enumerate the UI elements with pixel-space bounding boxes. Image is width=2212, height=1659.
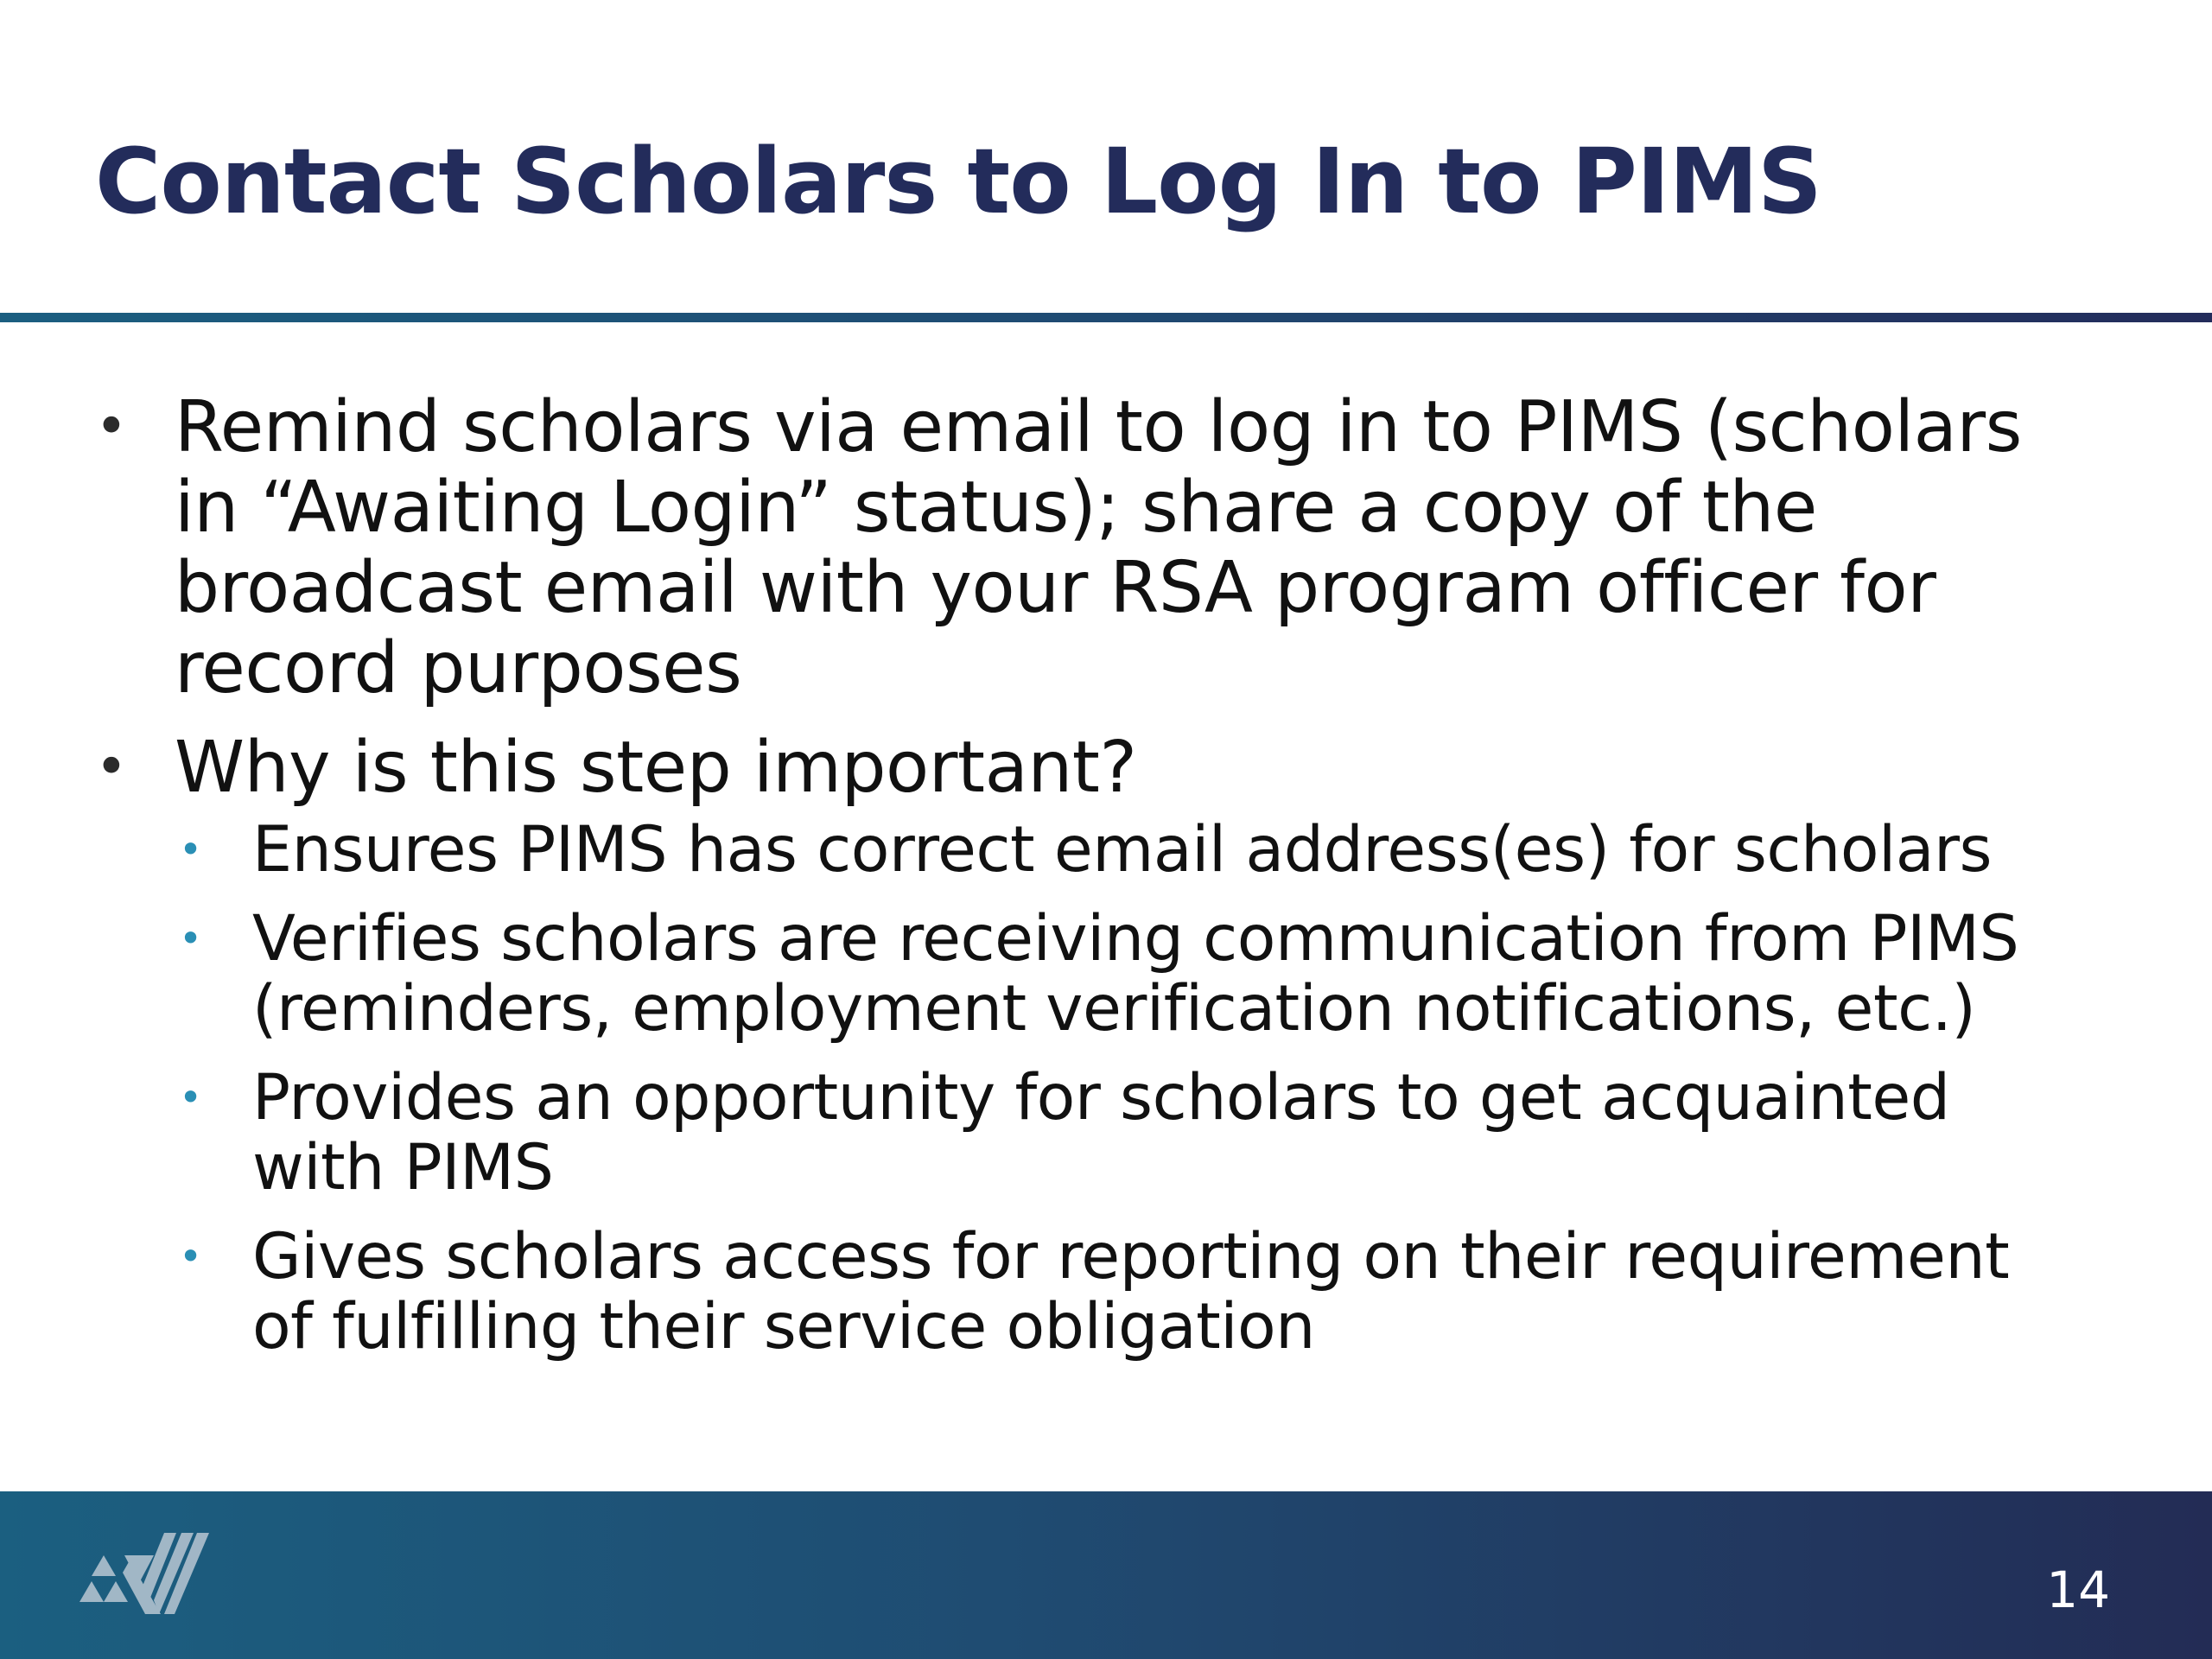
bullet-text: Why is this step important? bbox=[175, 727, 1137, 809]
title-divider bbox=[0, 313, 2212, 322]
sub-bullet-icon: • bbox=[179, 1233, 202, 1280]
slide-title: Contact Scholars to Log In to PIMS bbox=[95, 129, 1821, 234]
sub-bullet-text: Provides an opportunity for scholars to get acquainted with PIMS bbox=[252, 1061, 1950, 1205]
page-number: 14 bbox=[2046, 1560, 2110, 1619]
sub-bullet-icon: • bbox=[179, 826, 202, 873]
bullet-text: Remind scholars via email to log in to PIMS (scholars in “Awaiting Login” status); share a copy of the broadcast email with your RSA program officer for record purposes bbox=[175, 386, 2022, 709]
organization-logo-icon bbox=[74, 1531, 221, 1614]
sub-bullet-item bbox=[175, 815, 2082, 885]
bullet-icon: • bbox=[95, 395, 128, 459]
bullet-icon: • bbox=[95, 735, 128, 799]
sub-bullet-text: Ensures PIMS has correct email address(es) for scholars bbox=[252, 813, 1993, 887]
bullet-item bbox=[95, 728, 2082, 1362]
bullet-item bbox=[95, 387, 2082, 709]
bullet-list bbox=[95, 387, 2082, 1362]
sub-bullet-text: Gives scholars access for reporting on their requirement of fulfilling their service obligation bbox=[252, 1220, 2010, 1363]
slide-content bbox=[95, 387, 2082, 1381]
sub-bullet-icon: • bbox=[179, 1074, 202, 1121]
footer-band bbox=[0, 1491, 2212, 1659]
sub-bullet-item bbox=[175, 1063, 2082, 1203]
sub-bullet-list bbox=[175, 815, 2082, 1362]
sub-bullet-item bbox=[175, 904, 2082, 1044]
sub-bullet-text: Verifies scholars are receiving communication from PIMS (reminders, employment verification notifications, etc.) bbox=[252, 902, 2019, 1046]
sub-bullet-icon: • bbox=[179, 915, 202, 962]
sub-bullet-item bbox=[175, 1222, 2082, 1362]
